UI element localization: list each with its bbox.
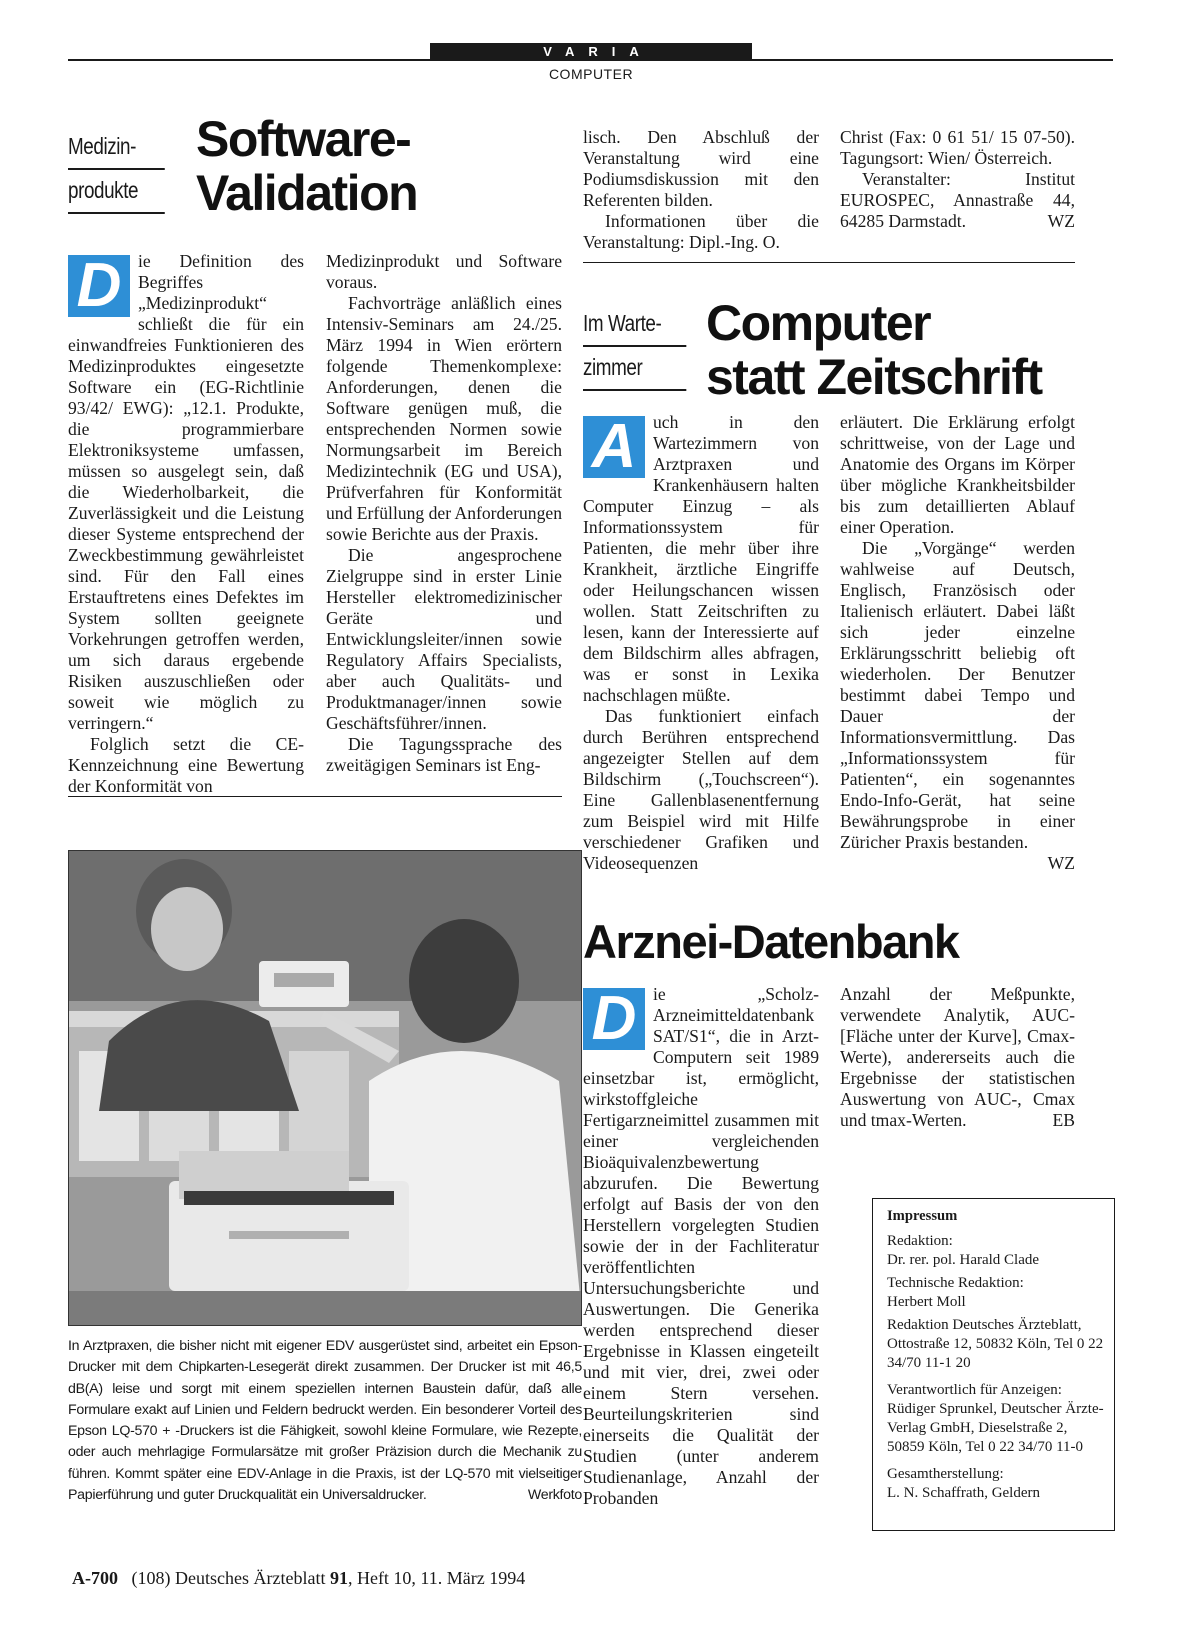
article1-signature: WZ: [1047, 211, 1075, 231]
impressum-value: Dr. rer. pol. Harald Clade: [887, 1252, 1040, 1268]
journal-name: Deutsches Ärzteblatt: [175, 1568, 326, 1588]
article2-signature: WZ: [1047, 853, 1075, 873]
article1-column-1: D ie Definition des Begriffes „Medizinprodukt“ schließt die für ein einwandfreies Funktionieren des Medizinproduktes eingesetzte Software ein (EG-Richtlinie 93/42/ EWG): „12.1. Produkte, die programmierbare Elektroniksysteme umfassen, müssen so ausgelegt sein, daß die Wiederholbarkeit, die Zuverlässigkeit und die Leistung dieser Systeme entsprechend der Zweckbestimmung gewährleistet sind. Für den Fall eines Erstauftretens eines Defektes im System sollten geeignete Vorkehrungen getroffen werden, um sich daraus ergebende Risiken auszuschließen oder soweit wie möglich zu verringern.“ Folglich setzt die CE-Kennzeichnung eine Bewertung der Konformität von: [68, 251, 304, 796]
article1-column-4: Christ (Fax: 0 61 51/ 15 07-50). Tagungsort: Wien/ Österreich. Veranstalter: Institut EUROSPEC, Annastraße 44, 64285 Darmstadt. WZ: [840, 127, 1075, 231]
impressum-box: [872, 1198, 1115, 1531]
article3-column-2: Anzahl der Meßpunkte, verwendete Analytik, AUC- [Fläche unter der Kurve], Cmax-Werte), andererseits auch die Ergebnisse der statistischen Auswertung von AUC-, Cmax und tmax-Werten. EB: [840, 984, 1075, 1130]
article-photo: [68, 850, 582, 1326]
impressum-label: Verantwortlich für Anzeigen:: [887, 1382, 1062, 1398]
article1-divider: [583, 262, 1075, 263]
photo-credit: Werkfoto: [527, 1487, 582, 1504]
article1-headline: Software- Validation: [196, 111, 418, 221]
impressum-label: Redaktion:: [887, 1233, 953, 1249]
photo-illustration: [69, 851, 582, 1326]
issue-info: , Heft 10, 11. März 1994: [347, 1568, 526, 1588]
page-footer: [72, 1568, 525, 1589]
impressum-value: Herbert Moll: [887, 1294, 966, 1310]
photo-caption: In Arztpraxen, die bisher nicht mit eigener EDV ausgerüstet sind, arbeitet ein Epson-Drucker mit dem Chipkarten-Lesegerät direkt zusammen. Der Drucker ist mit 46,5 dB(A) leise und sorgt mit einem speziellen internen Baustein dafür, daß alle Formulare exakt auf Linien und Feldern bedruckt werden. Ein besonderer Vorteil des Epson LQ-570 + -Druckers ist die Fähigkeit, sowohl kleine Formulare, wie Rezepte, oder auch mehrlagige Formularsätze mit großer Präzision durch die Mechanik zu führen. Kommt später eine EDV-Anlage in die Praxis, ist der LQ-570 mit vielseitiger Papierführung und guter Druckqualität ein Universaldrucker. Werkfoto: [68, 1336, 582, 1506]
impressum-label: Gesamtherstellung:: [887, 1466, 1004, 1482]
article2-column-2: erläutert. Die Erklärung erfolgt schrittweise, von der Lage und Anatomie des Organs im Körper über mögliche Krankheitsbilder bis zum detaillierten Ablauf einer Operation. Die „Vorgänge“ werden wahlweise auf Deutsch, Englisch, Französisch oder Italienisch erläutert. Dabei läßt sich jeder einzelne Erklärungsschritt beliebig oft wiederholen. Der Benutzer bestimmt dabei Tempo und Dauer der Informationsvermittlung. Das „Informationssystem für Patienten“, ein sogenanntes Endo-Info-Gerät, hat seine Bewährungsprobe in einer Züricher Praxis bestanden. WZ: [840, 412, 1075, 873]
page-number: A-700: [72, 1568, 118, 1588]
section-label: VARIA: [430, 43, 752, 61]
article2-column-1: A uch in den Wartezimmern von Arztpraxen und Krankenhäusern halten Computer Einzug – als Informationssystem für Patienten, die mehr über ihre Krankheit, ärztliche Eingriffe oder Heilungschancen wissen wollen. Statt Zeitschriften zu lesen, kann der Interessierte auf dem Bildschirm alles abfragen, was er sonst in Lexika nachschlagen müßte. Das funktioniert einfach durch Berühren entsprechend angezeigter Stellen auf dem Bildschirm („Touchscreen“). Eine Gallenblasenentfernung zum Beispiel wird mit Hilfe verschiedener Grafiken und Videosequenzen: [583, 412, 819, 873]
impressum-value: Rüdiger Sprunkel, Deutscher Ärzte-Verlag GmbH, Dieselstraße 2, 50859 Köln, Tel 0 22 34/70 11-0: [887, 1401, 1104, 1455]
issue-page: (108): [131, 1568, 171, 1588]
article1-column-3: lisch. Den Abschluß der Veranstaltung wird eine Podiumsdiskussion mit den Referenten bilden. Informationen über die Veranstaltung: Dipl.-Ing. O.: [583, 127, 819, 252]
impressum-value: L. N. Schaffrath, Geldern: [887, 1485, 1041, 1501]
article1-dropcap: D: [68, 255, 130, 317]
article1-kicker: Medizin- produkte: [68, 128, 138, 208]
subsection-label: COMPUTER: [548, 66, 634, 82]
article3-headline: Arznei-Datenbank: [583, 915, 959, 968]
journal-volume: 91: [329, 1568, 348, 1588]
article1-column-2: Medizinprodukt und Software voraus. Fachvorträge anläßlich eines Intensiv-Seminars am 24./25. März 1994 in Wien erörtern folgende Themenkomplexe: Anforderungen, denen die Software genügen muß, die entsprechenden Normen sowie Normungsarbeit im Bereich Medizintechnik (EG und USA), Prüfverfahren für Konformität und Erfüllung der Anforderungen sowie Berichte aus der Praxis. Die angesprochene Zielgruppe sind in erster Linie Hersteller elektromedizinischer Geräte und Entwicklungsleiter/innen sowie Regulatory Affairs Specialists, aber auch Qualitäts- und Produktmanager/innen sowie Geschäftsführer/innen. Die Tagungssprache des zweitägigen Seminars ist Eng-: [326, 251, 562, 775]
article2-kicker: Im Warte- zimmer: [583, 305, 661, 385]
impressum-label: Technische Redaktion:: [887, 1275, 1024, 1291]
article3-column-1: D ie „Scholz-Arzneimitteldatenbank SAT/S1“, die in Arzt-Computern seit 1989 einsetzbar ist, ermöglicht, wirkstoffgleiche Fertigarzneimittel zusammen mit einer vergleichenden Bioäquivalenzbewertung abzurufen. Die Bewertung erfolgt auf Basis der von den Herstellern vorgelegten Studien sowie der in der Fachliteratur veröffentlichten Untersuchungsberichte und Auswertungen. Die Generika werden entsprechend dieser Ergebnisse in Klassen eingeteilt und mit vier, drei, zwei oder einem Stern versehen. Beurteilungskriterien sind einerseits die Qualität der Studien (unter anderem Studienanlage, Anzahl der Probanden: [583, 984, 819, 1508]
photo-divider: [68, 796, 562, 797]
article3-signature: EB: [1052, 1110, 1075, 1130]
article3-dropcap: D: [583, 988, 645, 1050]
impressum-title: Impressum: [887, 1208, 958, 1224]
article2-headline: Computer statt Zeitschrift: [706, 295, 1042, 405]
impressum-value: Redaktion Deutsches Ärzteblatt, Ottostraße 12, 50832 Köln, Tel 0 22 34/70 11-1 20: [887, 1317, 1104, 1371]
article2-dropcap: A: [583, 416, 645, 478]
